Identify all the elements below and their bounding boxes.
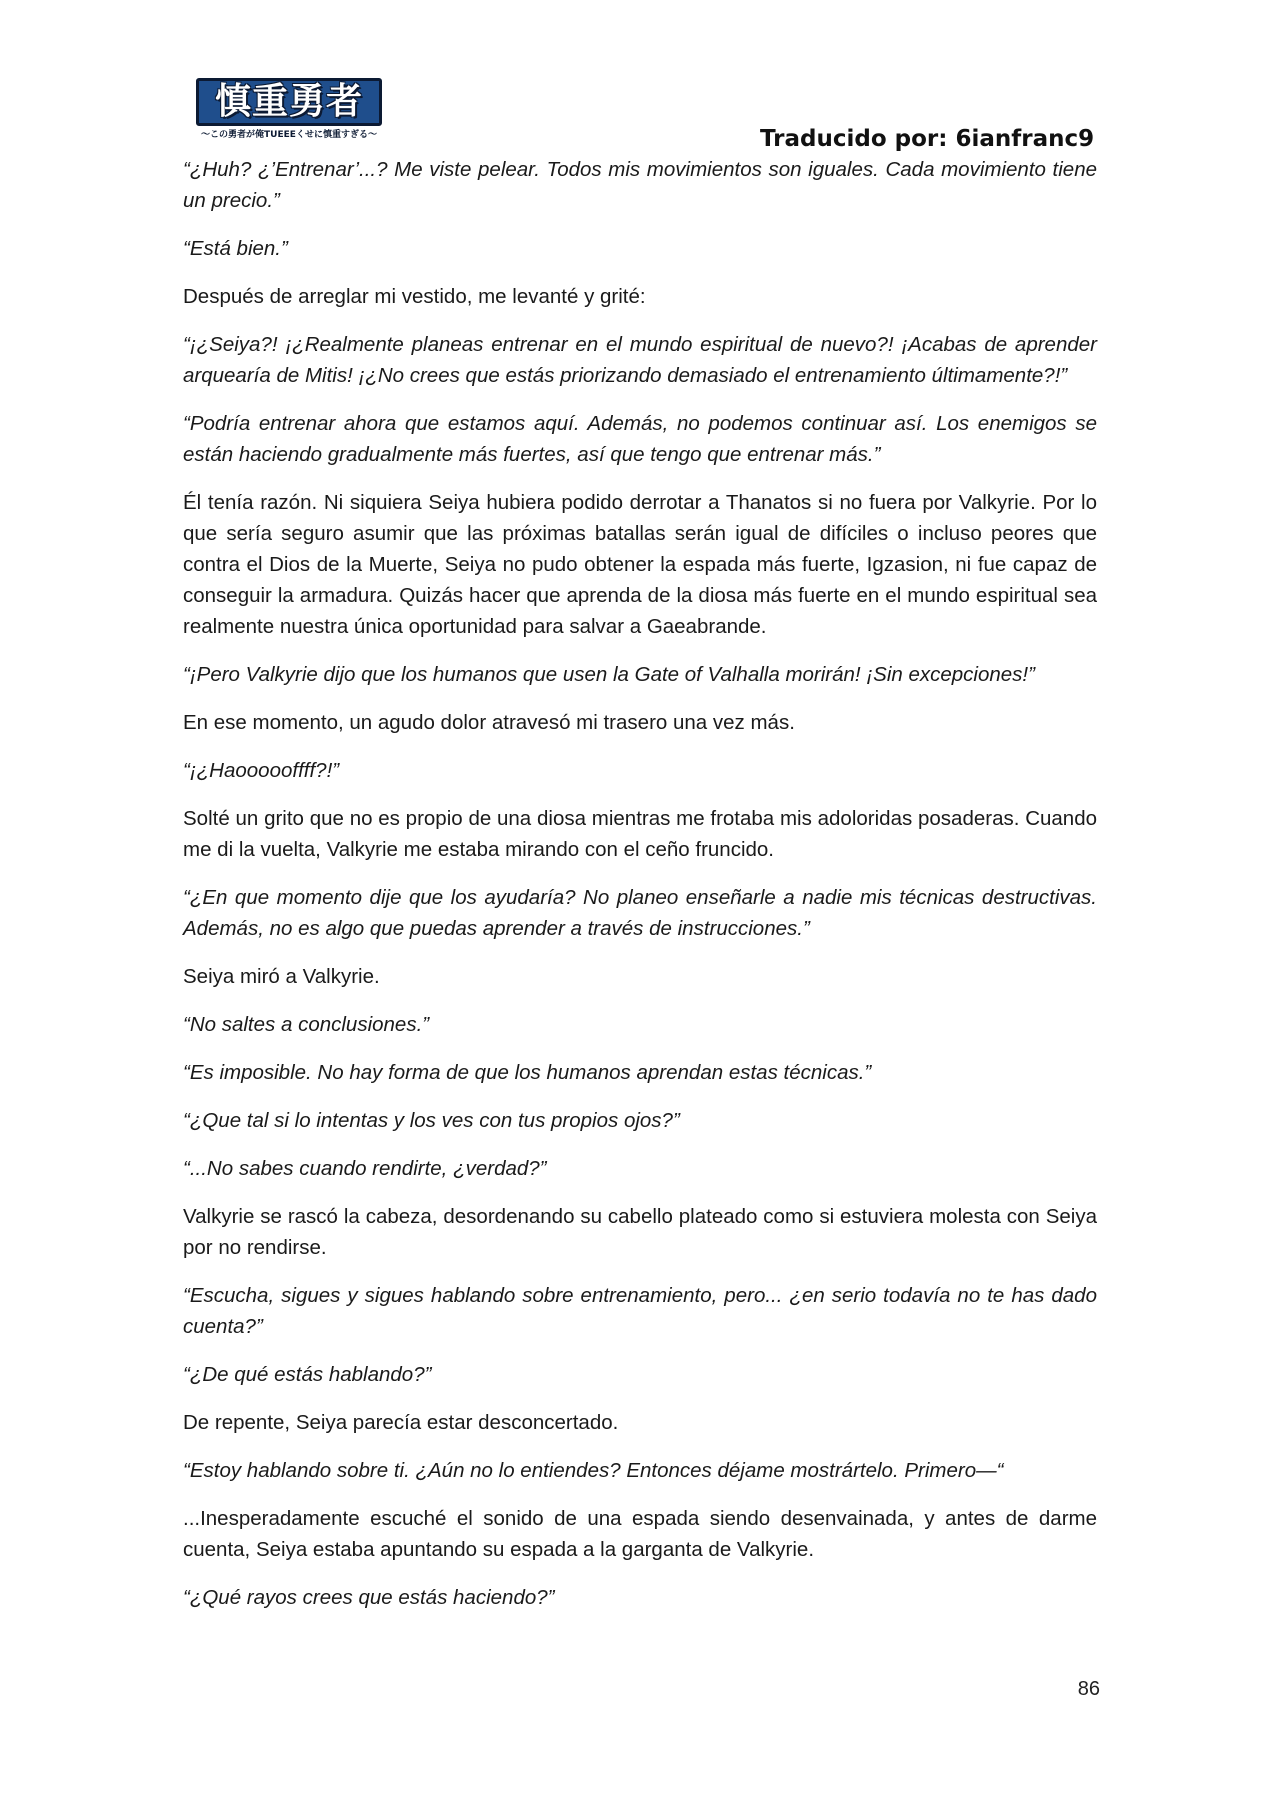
dialogue-paragraph: “¿De qué estás hablando?” [183,1363,432,1386]
narration-paragraph: Él tenía razón. Ni siquiera Seiya hubiera podido derrotar a Thanatos si no fuera por Valkyrie. Por lo que sería seguro asumir que las próximas batallas serán igual de difíciles o incluso peores que contra el Dios de la Muerte, Seiya no pudo obtener la espada más fuerte, Igzasion, ni fue capaz de conseguir la armadura. Quizás hacer que aprenda de la diosa más fuerte en el mundo espiritual sea realmente nuestra única oportunidad para salvar a Gaeabrande. [183,491,1097,638]
dialogue-paragraph: “¿Huh? ¿’Entrenar’...? Me viste pelear. Todos mis movimientos son iguales. Cada movimiento tiene un precio.” [183,158,1097,212]
dialogue-paragraph: “No saltes a conclusiones.” [183,1013,430,1036]
narration-paragraph: Después de arreglar mi vestido, me levanté y grité: [183,285,646,308]
dialogue-paragraph: “¡Pero Valkyrie dijo que los humanos que usen la Gate of Valhalla morirán! ¡Sin excepciones!” [183,663,1035,686]
dialogue-paragraph: “¿Qué rayos crees que estás haciendo?” [183,1586,555,1609]
logo-subtitle: 〜この勇者が俺TUEEEくせに慎重すぎる〜 [201,130,377,140]
dialogue-paragraph: “¡¿Haoooooffff?!” [183,759,340,782]
dialogue-paragraph: “Estoy hablando sobre ti. ¿Aún no lo entiendes? Entonces déjame mostrártelo. Primero—“ [183,1459,1004,1482]
page-number: 86 [1077,1678,1100,1700]
narration-paragraph: Seiya miró a Valkyrie. [183,965,380,988]
translator-credit: Traducido por: 6ianfranc9 [760,126,1095,152]
dialogue-paragraph: “Escucha, sigues y sigues hablando sobre entrenamiento, pero... ¿en serio todavía no te has dado cuenta?” [183,1284,1097,1338]
logo-title: 慎重勇者 [196,78,382,126]
dialogue-paragraph: “¡¿Seiya?! ¡¿Realmente planeas entrenar en el mundo espiritual de nuevo?! ¡Acabas de aprender arquearía de Mitis! ¡¿No crees que estás priorizando demasiado el entrenamiento últimamente?!” [183,333,1097,387]
dialogue-paragraph: “...No sabes cuando rendirte, ¿verdad?” [183,1157,547,1180]
dialogue-paragraph: “¿Que tal si lo intentas y los ves con tus propios ojos?” [183,1109,680,1132]
body-text [183,154,1097,1630]
dialogue-paragraph: “Es imposible. No hay forma de que los humanos aprendan estas técnicas.” [183,1061,872,1084]
dialogue-paragraph: “¿En que momento dije que los ayudaría? No planeo enseñarle a nadie mis técnicas destructivas. Además, no es algo que puedas aprender a través de instrucciones.” [183,886,1097,940]
narration-paragraph: De repente, Seiya parecía estar desconcertado. [183,1411,619,1434]
narration-paragraph: En ese momento, un agudo dolor atravesó mi trasero una vez más. [183,711,795,734]
narration-paragraph: ...Inesperadamente escuché el sonido de una espada siendo desenvainada, y antes de darme cuenta, Seiya estaba apuntando su espada a la garganta de Valkyrie. [183,1507,1097,1561]
narration-paragraph: Valkyrie se rascó la cabeza, desordenando su cabello plateado como si estuviera molesta con Seiya por no rendirse. [183,1205,1097,1259]
dialogue-paragraph: “Podría entrenar ahora que estamos aquí. Además, no podemos continuar así. Los enemigos se están haciendo gradualmente más fuertes, así que tengo que entrenar más.” [183,412,1097,466]
dialogue-paragraph: “Está bien.” [183,237,288,260]
series-logo [196,78,382,144]
narration-paragraph: Solté un grito que no es propio de una diosa mientras me frotaba mis adoloridas posaderas. Cuando me di la vuelta, Valkyrie me estaba mirando con el ceño fruncido. [183,807,1097,861]
